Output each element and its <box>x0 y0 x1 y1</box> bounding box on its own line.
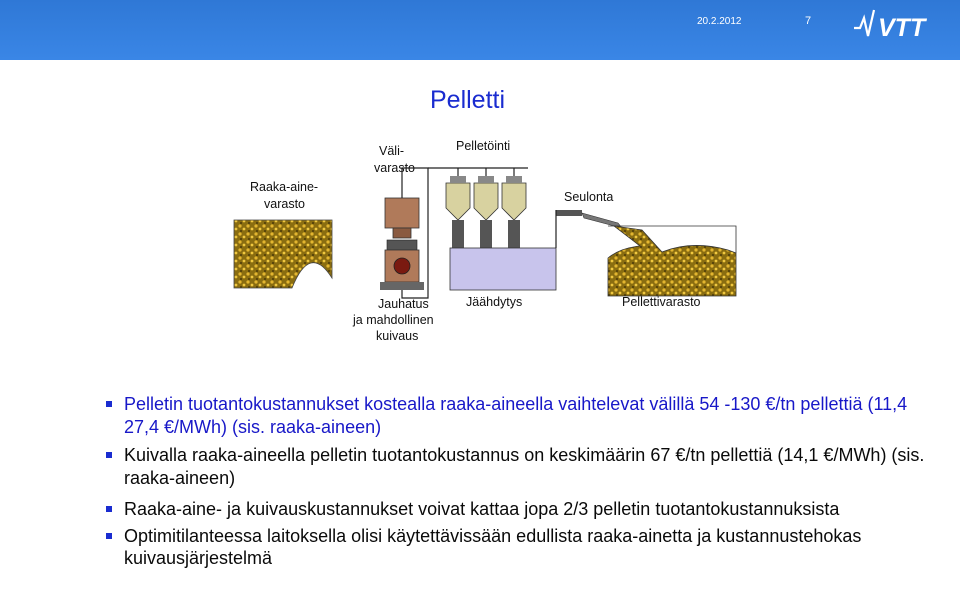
bullet-item <box>106 498 946 521</box>
vtt-logo <box>852 6 948 42</box>
bullet-text: Raaka-aine- ja kuivauskustannukset voivat kattaa jopa 2/3 pelletin tuotantokustannuksista <box>124 499 840 519</box>
label-raw-storage-1: Raaka-aine- <box>250 180 319 194</box>
bullet-text: Kuivalla raaka-aineella pelletin tuotantokustannus on keskimäärin 67 €/tn pellettiä (14,1 €/MWh) (sis. raaka-aineen) <box>124 445 925 488</box>
logo-text: VTT <box>878 14 926 42</box>
label-grinding-1: Jauhatus <box>378 297 429 311</box>
label-cooling: Jäähdytys <box>466 295 523 309</box>
screening-unit <box>556 190 622 248</box>
cooling-unit <box>450 248 556 309</box>
pellet-process-diagram <box>222 128 752 378</box>
slide-number: 7 <box>805 15 812 27</box>
label-pelletizing: Pelletöinti <box>456 139 511 153</box>
grinder <box>352 240 434 343</box>
raw-material-storage <box>234 180 332 288</box>
bullet-text: Optimitilanteessa laitoksella olisi käytettävissään edullista raaka-ainetta ja kustannustehokas kuivausjärjestelmä <box>124 525 862 568</box>
slide-date: 20.2.2012 <box>697 16 742 27</box>
bullet-marker <box>106 452 112 458</box>
bullet-marker <box>106 533 112 539</box>
label-intermediate-2: varasto <box>374 161 415 175</box>
slide-title: Pelletti <box>430 86 506 114</box>
bullet-marker <box>106 506 112 512</box>
bullet-item <box>106 525 946 570</box>
pellet-storage <box>608 226 736 309</box>
pelletizing-silos <box>446 139 526 248</box>
label-screening: Seulonta <box>564 190 614 204</box>
label-raw-storage-2: varasto <box>264 197 305 211</box>
bullet-list <box>106 393 946 576</box>
label-intermediate-1: Väli- <box>379 144 405 158</box>
bullet-marker <box>106 401 112 407</box>
bullet-item <box>106 444 946 489</box>
label-pellet-storage: Pellettivarasto <box>622 295 701 309</box>
intermediate-storage <box>374 144 419 238</box>
bullet-text: Pelletin tuotantokustannukset kostealla raaka-aineella vaihtelevat välillä 54 -130 €/tn pellettiä (11,4 27,4 €/MWh) (sis. raaka-aineen) <box>124 394 908 437</box>
label-grinding-2: ja mahdollinen <box>353 313 434 327</box>
header-bar <box>0 0 960 60</box>
bullet-item <box>106 393 946 438</box>
label-grinding-3: kuivaus <box>376 329 419 343</box>
